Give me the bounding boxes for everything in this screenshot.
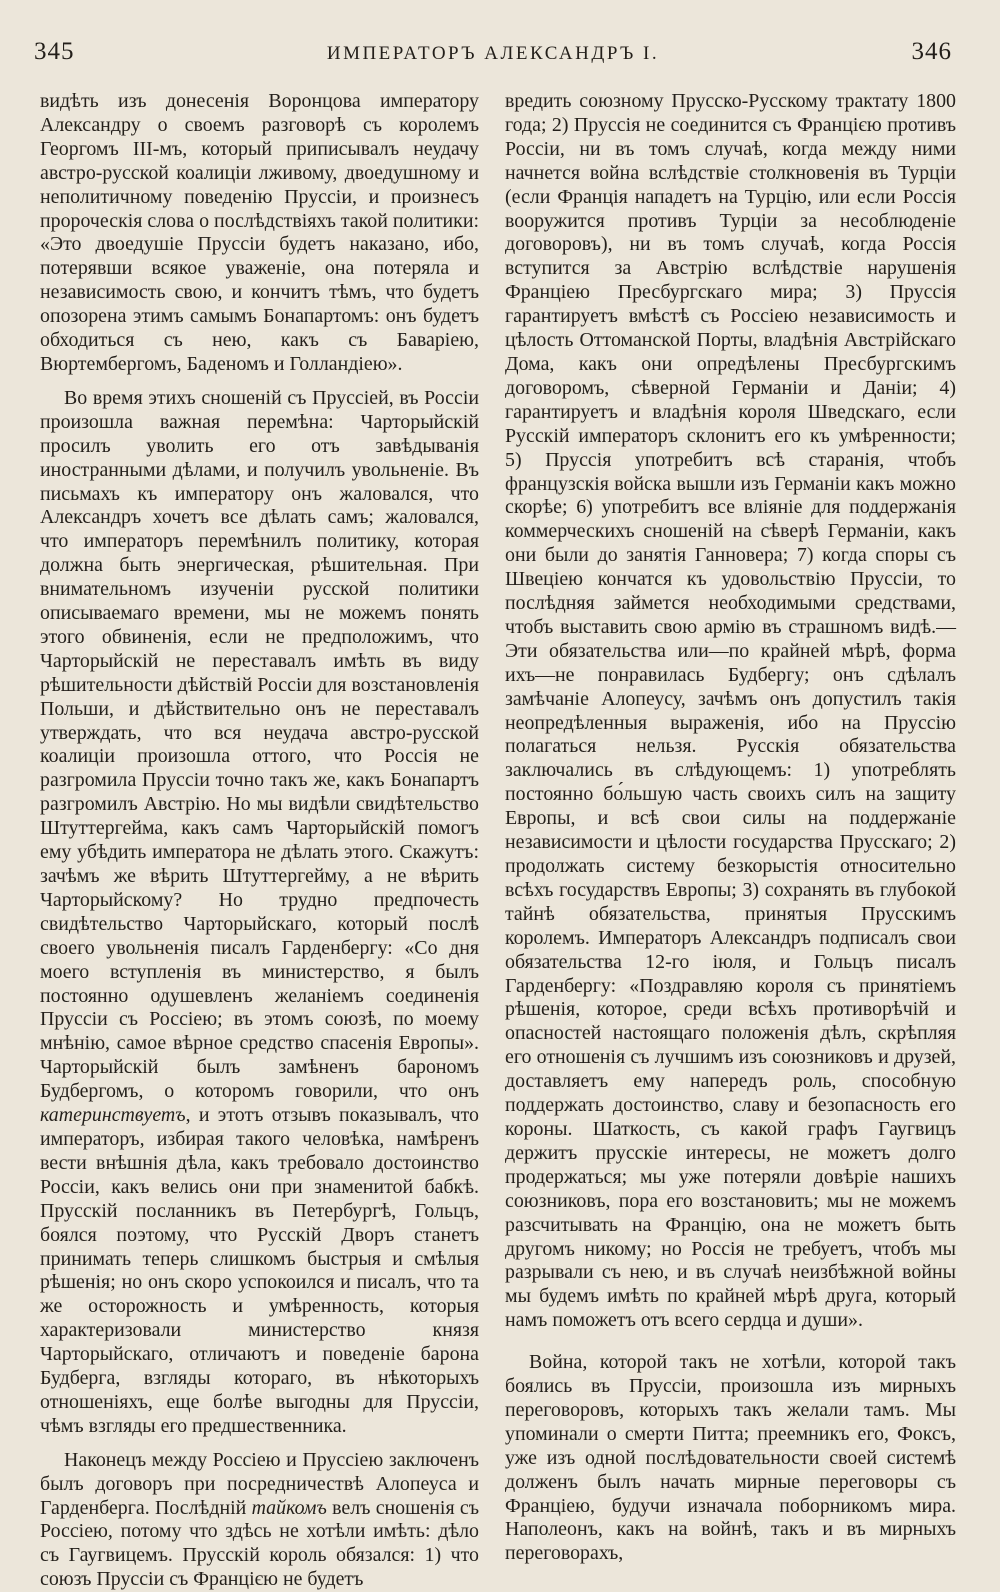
paragraph-text: , и этотъ отзывъ показывалъ, что императоръ, избирая такого человѣка, намѣренъ вести внѣшнія дѣла, какъ требовало достоинство Россіи, какъ велись они при знаменитой бабкѣ. Прусскій посланникъ въ Петербургѣ, Гольцъ, боялся поэтому, что Русскій Дворъ станетъ принимать теперь слишкомъ быстрыя и смѣлыя рѣшенія; но онъ скоро успокоился и писалъ, что та же осторожность и умѣренность, которыя характеризовали министерство князя Чарторыйскаго, отличаютъ и поведеніе барона Будберга, взгляды котораго, въ нѣкоторыхъ отношеніяхъ, еще болѣе выгодны для Пруссіи, чѣмъ взгляды его предшественника. xyxy=(40,1104,479,1437)
paragraph: вредить союзному Прусско-Русскому трактату 1800 года; 2) Пруссія не соединится съ Францією противъ Россіи, ни въ томъ случаѣ, когда между ними начнется война вслѣдствіе столкновенія въ Турціи (если Франція нападетъ на Турцію, или если Россія вооружится противъ Турціи за несоблюденіе договоровъ), ни въ томъ случаѣ, когда Россія вступится за Австрію вслѣдствіе нарушенія Франціею Пресбургскаго мира; 3) Пруссія гарантируетъ вмѣстѣ съ Россіею независимость и цѣлость Оттоманской Порты, владѣнія Австрійскаго Дома, какъ они опредѣлены Пресбургскимъ договоромъ, сѣверной Германіи и Даніи; 4) гарантируетъ и владѣнія короля Шведскаго, если Русскій императоръ склонитъ его къ умѣренности; 5) Пруссія употребитъ всѣ старанія, чтобъ французскія войска вышли изъ Германіи какъ можно скорѣе; 6) употребитъ все вліяніе для поддержанія коммерческихъ сношеній на сѣверѣ Германіи, какъ они были до занятія Ганновера; 7) когда споры съ Швеціею кончатся къ удовольствію Пруссіи, то послѣдняя займется необходимыми средствами, чтобъ выставить свою армію въ страшномъ видѣ.— Эти обязательства или—по крайней мѣрѣ, форма ихъ—не понравилась Будбергу; онъ сдѣлалъ замѣчаніе Алопеусу, зачѣмъ онъ допустилъ такія неопредѣленныя выраженія, ибо на Пруссію полагаться нельзя. Русскія обязательства заключались въ слѣдующемъ: 1) употреблять постоянно бо́льшую часть своихъ силъ на защиту Европы, и всѣ свои силы на поддержаніе независимости и цѣлости государства Прусскаго; 2) продолжать систему безкорыстія относительно всѣхъ государствъ Европы; 3) сохранять въ глубокой тайнѣ обязательства, принятыя Прусскимъ королемъ. Императоръ Александръ подписалъ свои обязательства 12-го іюля, и Гольцъ писалъ Гарденбергу: «Поздравляю короля съ принятіемъ рѣшенія, которое, среди всѣхъ противорѣчій и опасностей настоящаго положенія дѣлъ, скрѣпляя его отношенія съ лучшимъ изъ союзниковъ и друзей, доставляетъ ему напередъ роль, способную поддержать достоинство, славу и безопасность его короны. Шаткость, съ какой графъ Гаугвицъ держитъ прусскіе интересы, не можетъ долго продержаться; мы уже потеряли довѣріе нашихъ союзниковъ, пора его возстановить; мы не можемъ разсчитывать на Францію, она не можетъ быть другомъ никому; но Россія не требуетъ, чтобъ мы разрывали съ нею, и въ случаѣ неизбѣжной войны мы будемъ имѣть по крайней мѣрѣ друга, который намъ поможетъ отъ всего сердца и души». xyxy=(505,90,956,1332)
paragraph-text: велъ сношенія съ Россіею, потому что здѣсь не хотѣли имѣть: дѣло съ Гаугвицемъ. Прусскій король обязался: 1) что союзъ Пруссіи съ Францією не будетъ xyxy=(40,1496,479,1591)
italic-word: тайкомъ xyxy=(251,1496,327,1519)
running-title: ИМПЕРАТОРЪ АЛЕКСАНДРЪ I. xyxy=(326,43,660,64)
right-page-number: 346 xyxy=(911,38,952,65)
paragraph-text: Наконецъ между Россіею и Пруссіею заключенъ былъ договоръ при посредничествѣ Алопеуса и Гарденберга. Послѣдній xyxy=(40,1448,479,1519)
paragraph xyxy=(40,387,479,1439)
paragraph-text: Во время этихъ сношеній съ Пруссіей, въ Россіи произошла важная перемѣна: Чарторыйскій просилъ уволить его отъ завѣдыванія иностранными дѣлами, и получилъ увольненіе. Въ письмахъ къ императору онъ жаловался, что Александръ хочетъ все дѣлать самъ; жаловался, что императоръ перемѣнилъ политику, которая должна быть энергическая, рѣшительная. При внимательномъ изученіи русской политики описываемаго времени, мы не можемъ понять этого обвиненія, если не предположимъ, что Чарторыйскій не переставалъ имѣть въ виду рѣшительности дѣйствій Россіи для возстановленія Польши, и дѣйствительно онъ не переставалъ утверждать, что вся неудача австро-русской коалиціи произошла оттого, что Россія не разгромила Пруссіи точно такъ же, какъ Бонапартъ разгромилъ Австрію. Но мы видѣли свидѣтельство Штуттергейма, какъ самъ Чарторыйскій помогъ ему убѣдить императора не дѣлать этого. Скажутъ: зачѣмъ же вѣрить Штуттергейму, а не вѣрить Чарторыйскому? Но трудно предпочесть свидѣтельство Чарторыйскаго, который послѣ своего увольненія писалъ Гарденбергу: «Со дня моего вступленія въ министерство, я былъ постоянно одушевленъ желаніемъ соединенія Пруссіи съ Россіею; въ этомъ союзѣ, по моему мнѣнію, самое вѣрное средство спасенія Европы». Чарторыйскій былъ замѣненъ барономъ Будбергомъ, о которомъ говорили, что онъ xyxy=(40,386,479,1103)
paragraph: видѣть изъ донесенія Воронцова императору Александру о своемъ разговорѣ съ королемъ Георгомъ III-мъ, который приписывалъ неудачу австро-русской коалиціи лживому, двоедушному и неполитичному поведенію Пруссіи, и произнесъ пророческія слова о послѣдствіяхъ такой политики: «Это двоедушіе Пруссіи будетъ наказано, ибо, потерявши всякое уваженіе, она потеряла и независимость свою, и кончитъ тѣмъ, что будетъ опозорена этимъ самымъ Бонапартомъ: онъ будетъ обходиться съ нею, какъ съ Баваріею, Вюртембергомъ, Баденомъ и Голландіею». xyxy=(40,90,479,375)
paragraph xyxy=(40,1449,479,1592)
left-column xyxy=(40,90,479,1592)
right-column xyxy=(505,90,956,1566)
left-page-number: 345 xyxy=(34,38,75,65)
page-header xyxy=(34,38,952,82)
paragraph: Война, которой такъ не хотѣли, которой такъ боялись въ Пруссіи, произошла изъ мирныхъ переговоровъ, которыхъ такъ желали тамъ. Мы упоминали о смерти Питта; преемникъ его, Фоксъ, уже изъ одной послѣдовательности своей системѣ долженъ былъ начать мирные переговоры съ Франціею, будучи изначала поборникомъ мира. Наполеонъ, какъ на войнѣ, такъ и въ мирныхъ переговорахъ, xyxy=(505,1351,956,1565)
italic-word: катеринствуетъ xyxy=(40,1104,186,1127)
